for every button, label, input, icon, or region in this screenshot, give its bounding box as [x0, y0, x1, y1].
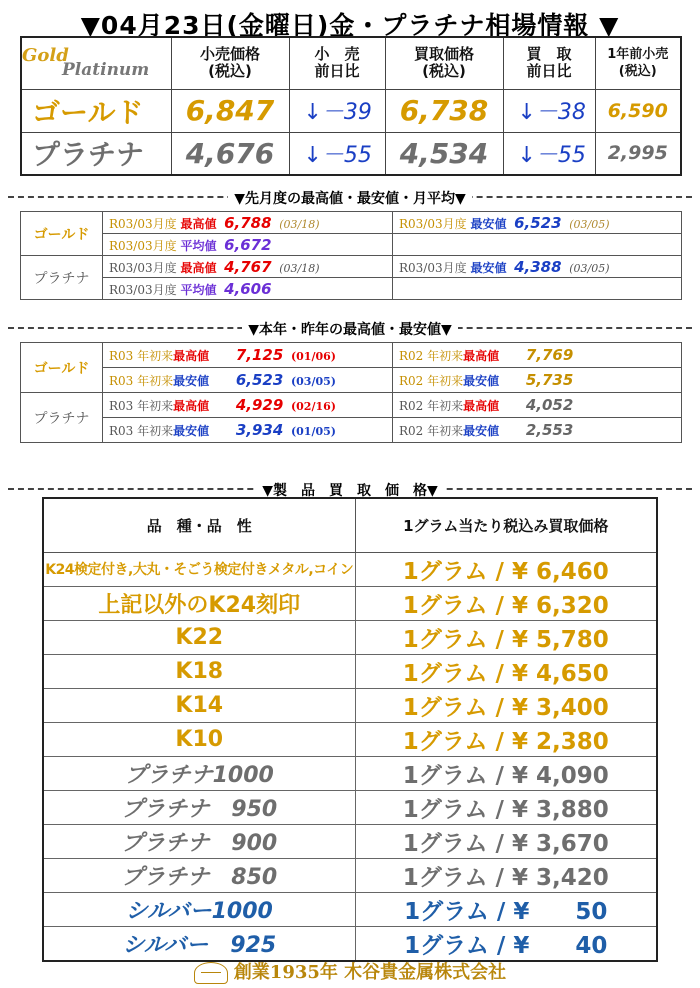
- product-name: K10: [43, 722, 355, 756]
- monthly-plat-max: R03/03月度 最高値 4,767 (03/18): [103, 256, 393, 278]
- product-table: [42, 497, 658, 962]
- price-row-gold: [21, 89, 681, 132]
- retail-diff: ↓－55: [289, 132, 385, 175]
- yearly-gold-label: ゴールド: [21, 343, 103, 393]
- product-name: プラチナ 850: [43, 858, 355, 892]
- product-row: [43, 824, 657, 858]
- header-product-name: 品 種・品 性: [43, 498, 355, 552]
- product-name: K14: [43, 688, 355, 722]
- logo-platinum: Platinum: [62, 60, 150, 81]
- product-price: 1グラム / ¥ 6,320: [355, 586, 657, 620]
- product-name: プラチナ 900: [43, 824, 355, 858]
- monthly-gold-avg: R03/03月度 平均値 6,672: [103, 234, 393, 256]
- product-name: K24検定付き,大丸・そごう検定付きメタル,コイン: [43, 552, 355, 586]
- buy-price: 6,738: [385, 89, 503, 132]
- buy-price: 4,534: [385, 132, 503, 175]
- product-row: [43, 552, 657, 586]
- price-table: [20, 36, 682, 176]
- metal-name: プラチナ: [21, 132, 171, 175]
- retail-price: 6,847: [171, 89, 289, 132]
- product-price: 1グラム / ¥ 4,650: [355, 654, 657, 688]
- product-price: 1グラム / ¥ 6,460: [355, 552, 657, 586]
- header-buy: 買取価格 (税込): [385, 37, 503, 89]
- year-ago-price: 6,590: [595, 89, 681, 132]
- product-price: 1グラム / ¥ 50: [355, 892, 657, 926]
- product-price: 1グラム / ¥ 3,880: [355, 790, 657, 824]
- product-row: [43, 858, 657, 892]
- monthly-table: [20, 211, 682, 300]
- header-retail-diff: 小 売 前日比: [289, 37, 385, 89]
- yearly-plat-last-max: R02 年初来最高値 4,052: [393, 393, 682, 418]
- product-header-row: [43, 498, 657, 552]
- logo-gold: Gold: [22, 45, 69, 67]
- product-price: 1グラム / ¥ 4,090: [355, 756, 657, 790]
- product-row: [43, 654, 657, 688]
- yearly-gold-last-min: R02 年初来最安値 5,735: [393, 368, 682, 393]
- product-row: [43, 790, 657, 824]
- section-title-monthly: ▼先月度の最高値・最安値・月平均▼: [0, 188, 700, 208]
- header-buy-diff: 買 取 前日比: [503, 37, 595, 89]
- product-name: シルバー1000: [43, 892, 355, 926]
- monthly-plat-label: プラチナ: [21, 256, 103, 300]
- header-year-ago: 1年前小売 (税込): [595, 37, 681, 89]
- product-name: K18: [43, 654, 355, 688]
- product-price: 1グラム / ¥ 2,380: [355, 722, 657, 756]
- year-ago-price: 2,995: [595, 132, 681, 175]
- yearly-gold-this-max: R03 年初来最高値 7,125 (01/06): [103, 343, 393, 368]
- monthly-gold-label: ゴールド: [21, 212, 103, 256]
- footer: [0, 958, 700, 984]
- product-row: [43, 892, 657, 926]
- metal-name: ゴールド: [21, 89, 171, 132]
- product-price: 1グラム / ¥ 3,420: [355, 858, 657, 892]
- product-name: K22: [43, 620, 355, 654]
- retail-price: 4,676: [171, 132, 289, 175]
- logo: [21, 37, 171, 89]
- product-row: [43, 688, 657, 722]
- product-name: プラチナ 950: [43, 790, 355, 824]
- product-price: 1グラム / ¥ 3,400: [355, 688, 657, 722]
- product-price: 1グラム / ¥ 40: [355, 926, 657, 961]
- yearly-plat-this-min: R03 年初来最安値 3,934 (01/05): [103, 418, 393, 443]
- header-product-price: 1グラム当たり税込み買取価格: [355, 498, 657, 552]
- yearly-plat-label: プラチナ: [21, 393, 103, 443]
- header-retail: 小売価格 (税込): [171, 37, 289, 89]
- product-name: シルバー 925: [43, 926, 355, 961]
- product-row: [43, 926, 657, 961]
- retail-diff: ↓－39: [289, 89, 385, 132]
- price-row-platinum: [21, 132, 681, 175]
- yearly-plat-last-min: R02 年初来最安値 2,553: [393, 418, 682, 443]
- product-price: 1グラム / ¥ 3,670: [355, 824, 657, 858]
- product-name: プラチナ1000: [43, 756, 355, 790]
- monthly-plat-avg: R03/03月度 平均値 4,606: [103, 278, 393, 300]
- product-name: 上記以外のK24刻印: [43, 586, 355, 620]
- product-row: [43, 620, 657, 654]
- buy-diff: ↓－55: [503, 132, 595, 175]
- section-title-yearly: ▼本年・昨年の最高値・最安値▼: [0, 319, 700, 339]
- company-name: 創業1935年 木谷貴金属株式会社: [233, 962, 507, 983]
- product-row: [43, 756, 657, 790]
- yearly-gold-this-min: R03 年初来最安値 6,523 (03/05): [103, 368, 393, 393]
- product-price: 1グラム / ¥ 5,780: [355, 620, 657, 654]
- section-title-products: ▼製 品 買 取 価 格▼: [0, 480, 700, 500]
- product-row: [43, 586, 657, 620]
- price-header-row: [21, 37, 681, 89]
- product-row: [43, 722, 657, 756]
- page-title: ▼04月23日(金曜日)金・プラチナ相場情報 ▼: [80, 11, 620, 40]
- yearly-gold-last-max: R02 年初来最高値 7,769: [393, 343, 682, 368]
- monthly-gold-min: R03/03月度 最安値 6,523 (03/05): [393, 212, 682, 234]
- buy-diff: ↓－38: [503, 89, 595, 132]
- monthly-plat-min: R03/03月度 最安値 4,388 (03/05): [393, 256, 682, 278]
- company-emblem-icon: [194, 962, 228, 984]
- yearly-table: [20, 342, 682, 443]
- product-rows: [43, 552, 657, 961]
- yearly-plat-this-max: R03 年初来最高値 4,929 (02/16): [103, 393, 393, 418]
- monthly-gold-max: R03/03月度 最高値 6,788 (03/18): [103, 212, 393, 234]
